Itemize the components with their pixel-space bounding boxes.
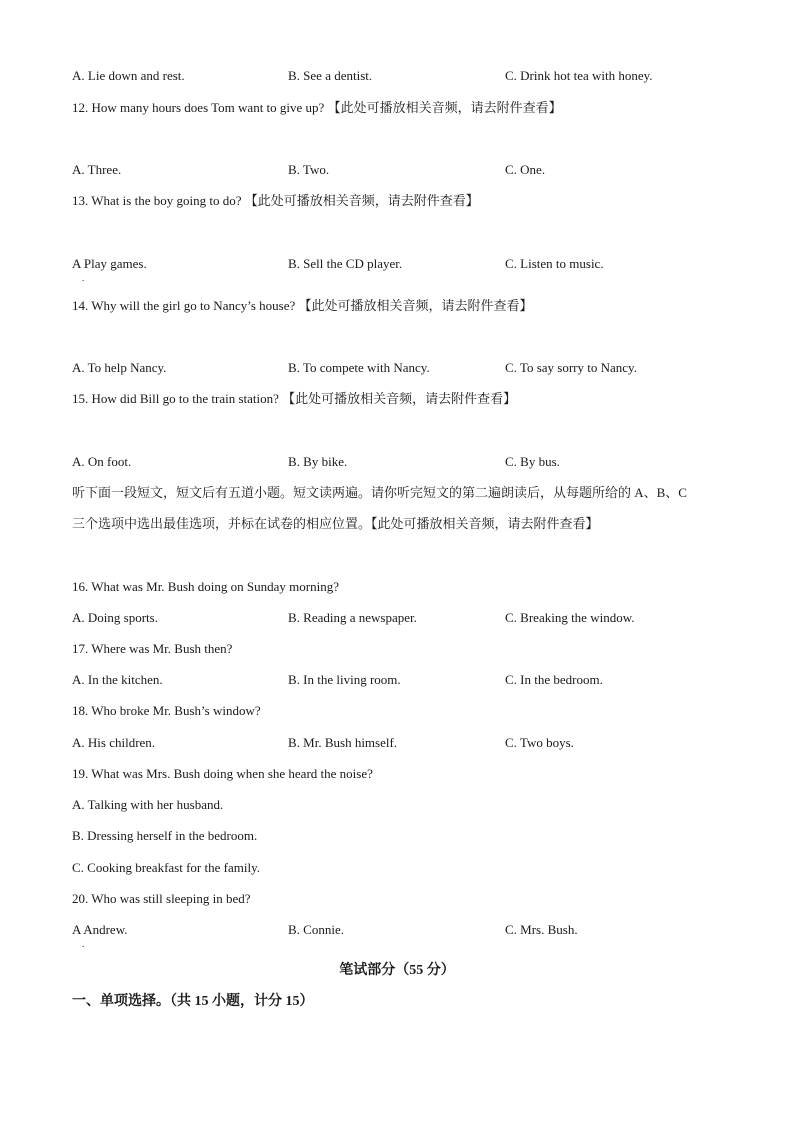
q15-option-b: B. By bike. [288, 454, 348, 469]
q15-option-c: C. By bus. [505, 454, 560, 469]
q14-option-b: B. To compete with Nancy. [288, 360, 430, 375]
q18-question: 18. Who broke Mr. Bush’s window? [72, 703, 261, 718]
q12-option-b: B. Two. [288, 162, 330, 177]
q18-option-a: A. His children. [72, 735, 156, 750]
q15-option-a: A. On foot. [72, 454, 132, 469]
q19-option-c: C. Cooking breakfast for the family. [72, 860, 260, 875]
q16-option-a: A. Doing sports. [72, 610, 158, 625]
q14-question: 14. Why will the girl go to Nancy’s house? 【此处可播放相关音频，请去附件查看】 [72, 298, 533, 313]
section-title: 笔试部分（55 分） [339, 963, 455, 978]
q17-option-a: A. In the kitchen. [72, 672, 163, 687]
q17-option-b: B. In the living room. [288, 672, 401, 687]
instructions-line-1: 听下面一段短文，短文后有五道小题。短文读两遍。请你听完短文的第二遍朗读后，从每题所给的 A、B、C [72, 485, 687, 500]
q12-option-c: C. One. [505, 162, 546, 177]
q20-option-b: B. Connie. [288, 922, 344, 937]
q18-option-c: C. Two boys. [505, 735, 574, 750]
underdot-mark: . [82, 939, 85, 949]
q14-option-a: A. To help Nancy. [72, 360, 167, 375]
q19-option-b: B. Dressing herself in the bedroom. [72, 828, 258, 843]
q20-option-c: C. Mrs. Bush. [505, 922, 578, 937]
q13-option-c: C. Listen to music. [505, 256, 604, 271]
part-title: 一、单项选择。（共 15 小题，计分 15） [72, 994, 314, 1009]
q13-option-b: B. Sell the CD player. [288, 256, 403, 271]
q20-option-a: A Andrew. [72, 922, 128, 937]
q13-question: 13. What is the boy going to do? 【此处可播放相关音频，请去附件查看】 [72, 193, 479, 208]
q17-option-c: C. In the bedroom. [505, 672, 603, 687]
q15-question: 15. How did Bill go to the train station? 【此处可播放相关音频，请去附件查看】 [72, 391, 517, 406]
q12-option-a: A. Three. [72, 162, 122, 177]
instructions-line-2: 三个选项中选出最佳选项，并标在试卷的相应位置。【此处可播放相关音频，请去附件查看】 [72, 516, 599, 531]
q17-question: 17. Where was Mr. Bush then? [72, 641, 233, 656]
q16-question: 16. What was Mr. Bush doing on Sunday morning? [72, 579, 339, 594]
q13-option-a: A Play games. [72, 256, 147, 271]
q11-option-a: A. Lie down and rest. [72, 68, 185, 83]
q19-question: 19. What was Mrs. Bush doing when she heard the noise? [72, 766, 373, 781]
q16-option-b: B. Reading a newspaper. [288, 610, 417, 625]
q19-option-a: A. Talking with her husband. [72, 797, 224, 812]
q11-option-b: B. See a dentist. [288, 68, 373, 83]
underdot-mark: . [82, 273, 85, 283]
q12-question: 12. How many hours does Tom want to give up? 【此处可播放相关音频，请去附件查看】 [72, 100, 562, 115]
q14-option-c: C. To say sorry to Nancy. [505, 360, 637, 375]
q20-question: 20. Who was still sleeping in bed? [72, 891, 251, 906]
q16-option-c: C. Breaking the window. [505, 610, 635, 625]
q11-option-c: C. Drink hot tea with honey. [505, 68, 653, 83]
q18-option-b: B. Mr. Bush himself. [288, 735, 398, 750]
